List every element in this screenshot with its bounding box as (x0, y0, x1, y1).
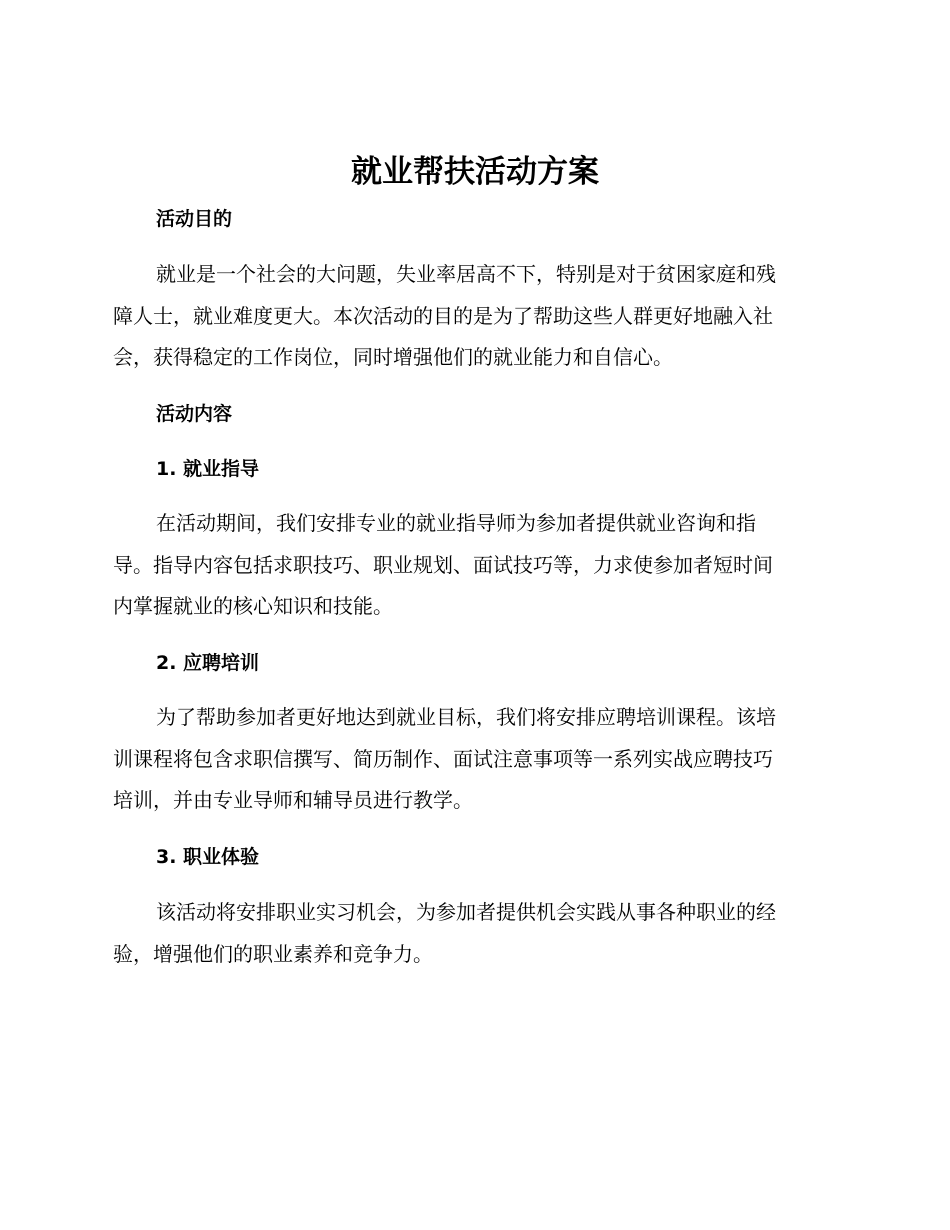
paragraph-line: 该活动将安排职业实习机会，为参加者提供机会实践从事各种职业的经 (156, 900, 776, 924)
paragraph-line: 训课程将包含求职信撰写、简历制作、面试注意事项等一系列实战应聘技巧 (113, 746, 773, 771)
paragraph-line: 验，增强他们的职业素养和竞争力。 (113, 941, 433, 966)
paragraph-guidance (113, 503, 829, 628)
paragraph-line: 培训，并由专业导师和辅导员进行教学。 (113, 788, 473, 812)
paragraph-training (113, 697, 829, 822)
paragraph-line: 在活动期间，我们安排专业的就业指导师为参加者提供就业咨询和指 (156, 511, 756, 535)
section-heading-training: 2. 应聘培训 (156, 652, 260, 674)
section-heading-content: 活动内容 (156, 403, 233, 425)
page-title: 就业帮扶活动方案 (351, 154, 599, 190)
paragraph-line: 就业是一个社会的大问题，失业率居高不下，特别是对于贫困家庭和残 (156, 262, 776, 286)
paragraph-purpose (113, 254, 829, 379)
paragraph-experience (113, 892, 829, 975)
section-heading-purpose: 活动目的 (156, 208, 233, 230)
paragraph-line: 障人士，就业难度更大。本次活动的目的是为了帮助这些人群更好地融入社 (113, 303, 773, 328)
section-heading-experience: 3. 职业体验 (156, 846, 260, 868)
paragraph-line: 导。指导内容包括求职技巧、职业规划、面试技巧等，力求使参加者短时间 (113, 552, 773, 577)
paragraph-line: 为了帮助参加者更好地达到就业目标，我们将安排应聘培训课程。该培 (156, 705, 776, 729)
section-heading-guidance: 1. 就业指导 (156, 458, 260, 480)
paragraph-line: 内掌握就业的核心知识和技能。 (113, 594, 393, 618)
paragraph-line: 会，获得稳定的工作岗位，同时增强他们的就业能力和自信心。 (113, 345, 673, 369)
